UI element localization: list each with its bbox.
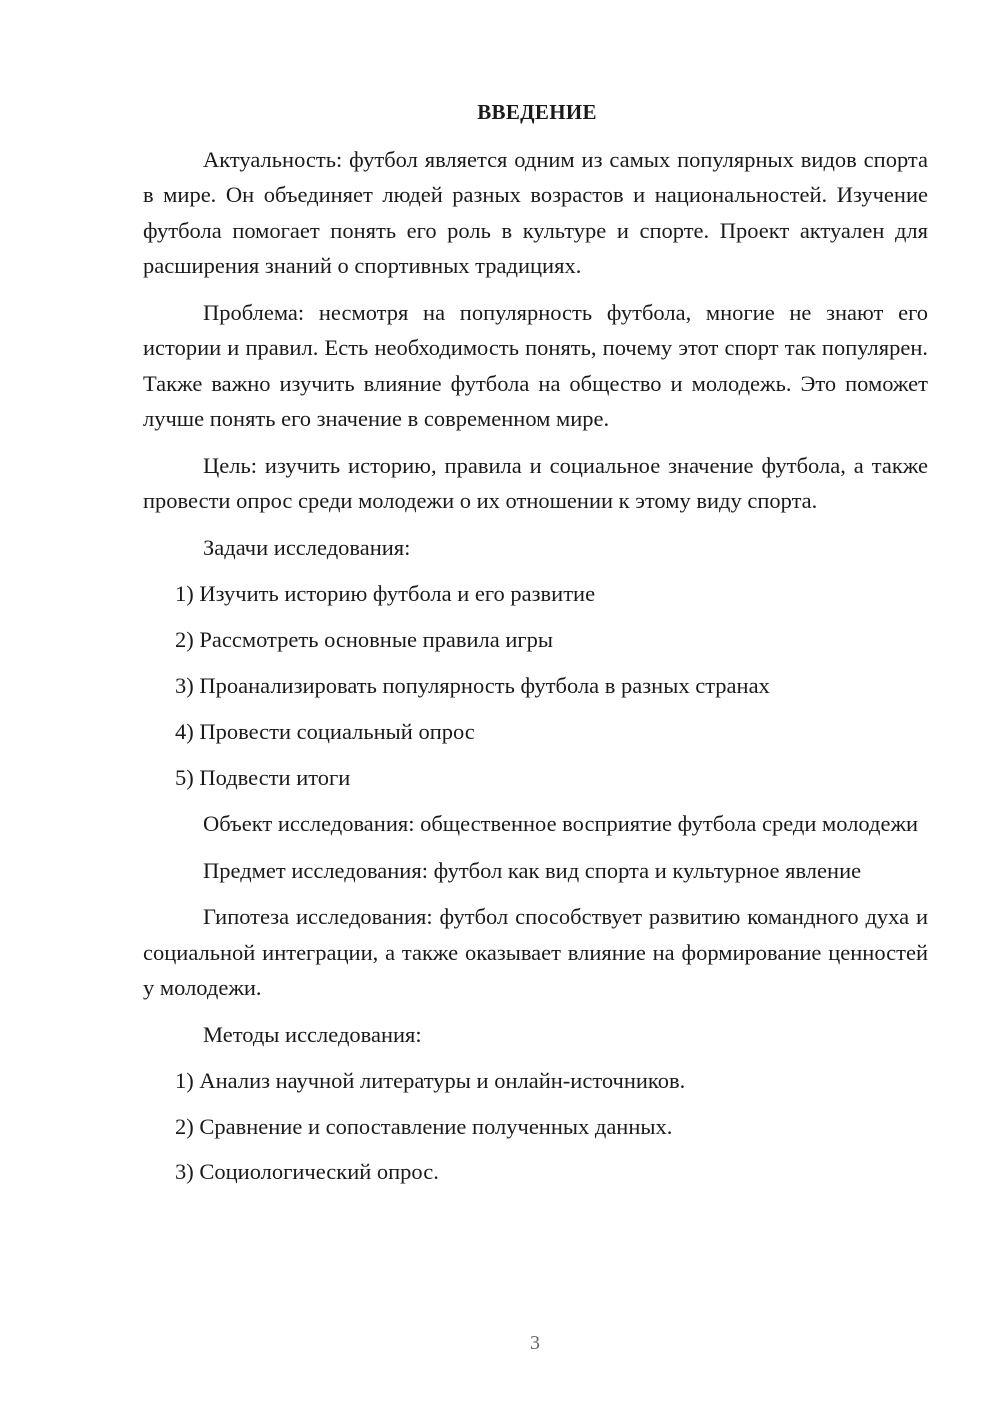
page-number: 3 [530,1332,540,1354]
list-item: 2) Сравнение и сопоставление полученных данных. [175,1113,673,1139]
list-item: 5) Подвести итоги [175,765,351,790]
object-paragraph: Объект исследования: общественное восприятие футбола среди молодежи [203,811,919,836]
section-title: ВВЕДЕНИЕ [477,100,597,124]
list-item: 3) Проанализировать популярность футбола в разных странах [175,673,770,698]
problem-paragraph: Проблема: несмотря на популярность футбола, многие не знают его истории и правил. Есть необходимость понять, почему этот спорт так популярен. Также важно изучить влияние футбола на общество и молодежь. Это поможет лучше понять его значение в современном мире. [143,299,928,431]
tasks-list [143,576,928,796]
relevance-paragraph: Актуальность: футбол является одним из самых популярных видов спорта в мире. Он объединяет людей разных возрастов и национальностей. Изучение футбола помогает понять его роль в культуре и спорте. Проект актуален для расширения знаний о спортивных традициях. [143,146,928,278]
document-page [143,95,928,1200]
methods-label: Методы исследования: [203,1021,422,1047]
subject-paragraph: Предмет исследования: футбол как вид спорта и культурное явление [203,857,862,883]
goal-paragraph: Цель: изучить историю, правила и социальное значение футбола, а также провести опрос среди молодежи о их отношении к этому виду спорта. [143,452,928,513]
list-item: 3) Социологический опрос. [175,1159,439,1184]
list-item: 2) Рассмотреть основные правила игры [175,627,553,652]
tasks-label: Задачи исследования: [203,534,411,560]
list-item: 1) Анализ научной литературы и онлайн-источников. [175,1068,686,1093]
list-item: 4) Провести социальный опрос [175,719,475,744]
hypothesis-paragraph: Гипотеза исследования: футбол способствует развитию командного духа и социальной интеграции, а также оказывает влияние на формирование ценностей у молодежи. [143,904,928,1000]
list-item: 1) Изучить историю футбола и его развитие [175,581,596,606]
methods-list [143,1063,928,1190]
